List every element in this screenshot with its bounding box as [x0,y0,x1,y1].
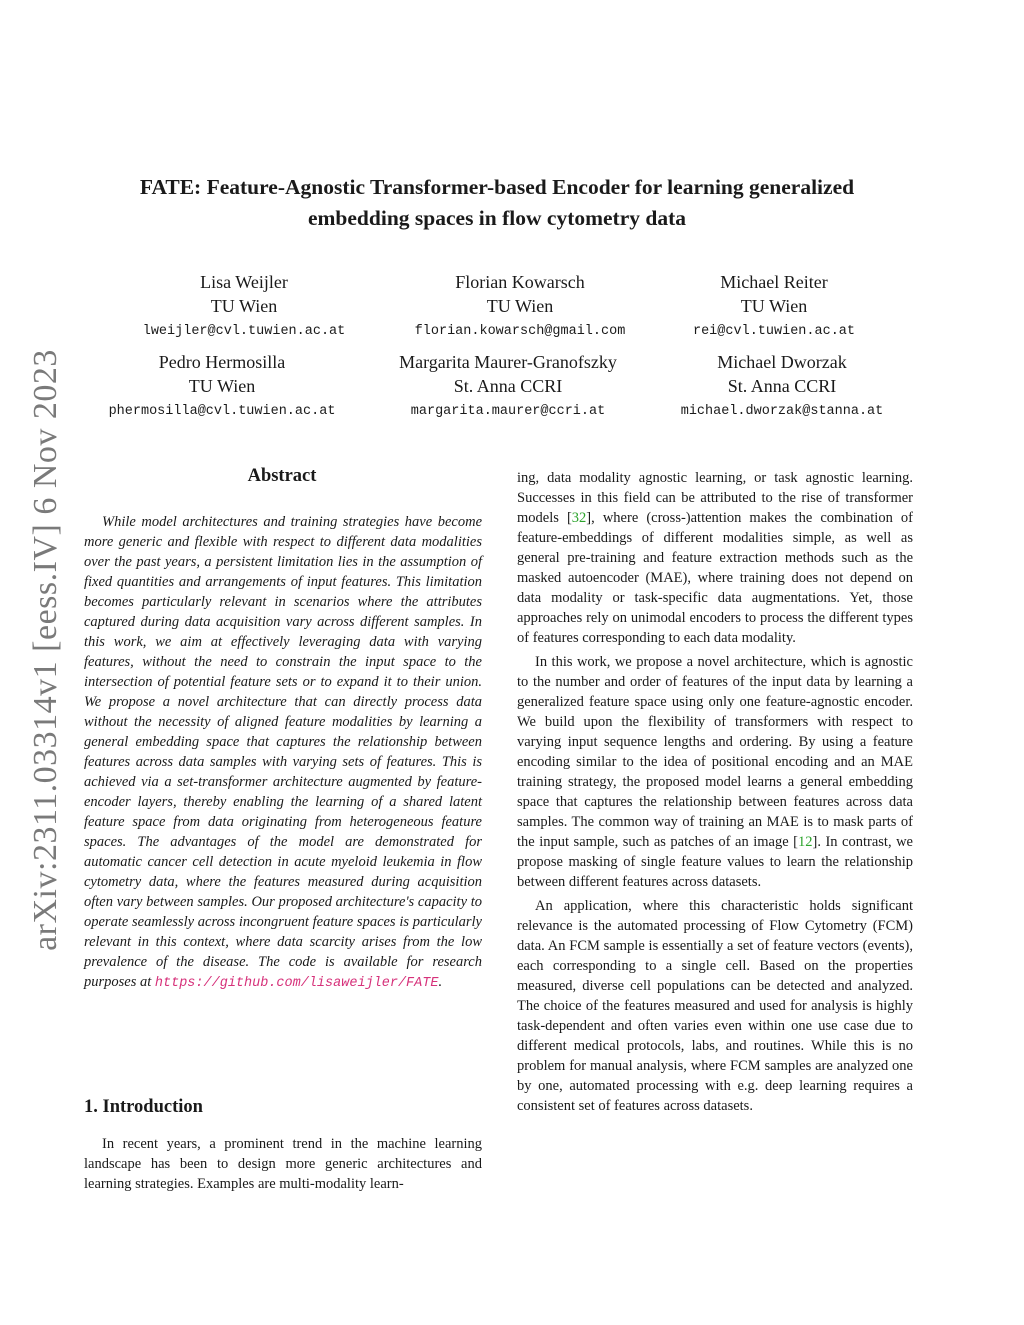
author-email[interactable]: rei@cvl.tuwien.ac.at [692,324,856,339]
paper-title-line-2: embedding spaces in flow cytometry data [307,206,686,230]
code-repository-link[interactable]: https://github.com/lisaweijler/FATE [154,976,439,991]
author-name: Michael Reiter [720,272,828,292]
introduction-heading: 1. Introduction [84,1097,203,1117]
author-block [622,350,942,421]
right-column-body [517,468,913,1120]
author-name: Pedro Hermosilla [158,352,286,372]
abstract-body [84,512,482,994]
right-paragraph-2 [517,652,913,892]
right-paragraph-3: An application, where this characteristic holds significant relevance is the automated processing of Flow Cytometry (FCM) data. An FCM sample is essentially a set of feature vectors (events), each corresponding to a single cell. Based on the properties measured, diverse cell populations can be detected and analyzed. The choice of the features measured and used for analysis is highly task-dependent and often varies even within one use case due to different medical protocols, labs, and routines. While this is no problem for manual analysis, where FCM samples are analyzed one by one, automated processing with e.g. deep learning requires a consistent set of features across datasets. [517,898,913,1114]
author-block [84,270,404,341]
author-email[interactable]: phermosilla@cvl.tuwien.ac.at [108,404,336,419]
abstract-end-punctuation: . [438,974,443,990]
author-block [62,350,382,421]
arxiv-identifier: arXiv:2311.03314v1 [eess.IV] 6 Nov 2023 [27,349,64,951]
author-email[interactable]: lweijler@cvl.tuwien.ac.at [142,324,346,339]
citation-link[interactable]: 32 [571,510,587,526]
paper-title [80,172,914,234]
introduction-body [84,1134,482,1194]
author-email[interactable]: michael.dworzak@stanna.at [680,404,884,419]
abstract-heading: Abstract [247,466,317,486]
author-block [348,350,668,421]
author-affiliation: TU Wien [188,376,256,396]
author-email[interactable]: margarita.maurer@ccri.at [410,404,606,419]
right-paragraph-1 [517,468,913,648]
paragraph-text: ing, data modality agnostic learning, or task agnostic learning. Successes in this field can be attributed to the rise of transformer models [ [517,470,913,526]
author-affiliation: TU Wien [210,296,278,316]
author-affiliation: TU Wien [740,296,808,316]
author-affiliation: St. Anna CCRI [727,376,837,396]
citation-link[interactable]: 12 [797,834,813,850]
author-block [614,270,934,341]
paragraph-text: ]. In contrast, we propose masking of single feature values to learn the relationship between different features across datasets. [517,834,913,890]
author-name: Margarita Maurer-Granofszky [399,352,617,372]
introduction-paragraph: In recent years, a prominent trend in the machine learning landscape has been to design more generic architectures and learning strategies. Examples are multi-modality learn- [84,1136,482,1192]
paper-title-line-1: FATE: Feature-Agnostic Transformer-based Encoder for learning generalized [139,175,855,199]
author-affiliation: St. Anna CCRI [453,376,563,396]
paragraph-text: In this work, we propose a novel architecture, which is agnostic to the number and order of features of the input data by learning a generalized feature space using only one feature-agnostic encoder. We build upon the flexibility of transformers with respect to varying input sequence lengths and ordering. By using a feature encoding similar to the idea of positional encoding and an MAE training strategy, the proposed model learns a general embedding space that captures the relationship between features across data samples. The common way of training an MAE is to mask parts of the input sample, such as patches of an image [ [517,654,913,850]
author-name: Michael Dworzak [717,352,847,372]
abstract-text: While model architectures and training strategies have become more generic and flexible with respect to different data modalities over the past years, a persistent limitation lies in the assumption of fixed quantities and arrangements of input features. This limitation becomes particularly relevant in scenarios where the attributes captured during data acquisition vary across different samples. In this work, we aim at effectively leveraging data with varying features, without the need to constrain the input space to the intersection of potential feature sets or to expand it to their union. We propose a novel architecture that can directly process data without the necessity of aligned feature modalities by learning a general embedding space that captures the relationship between features across data samples with varying sets of features. This is achieved via a set-transformer architecture augmented by feature-encoder layers, thereby enabling the learning of a shared latent feature space from data originating from heterogeneous feature spaces. The advantages of the model are demonstrated for automatic cancer cell detection in acute myeloid leukemia in flow cytometry data, where the features measured during acquisition often vary between samples. Our proposed architecture's capacity to operate seamlessly across incongruent feature spaces is particularly relevant in this context, where data scarcity arises from the low prevalence of the disease. The code is available for research purposes at [84,514,482,990]
paragraph-text: ], where (cross-)attention makes the combination of feature-embeddings of different modalities simple, as well as general pre-training and feature extraction methods such as the masked autoencoder (MAE), where training does not depend on data modality or task-specific data augmentations. Yet, those approaches rely on unimodal encoders to process the different types of features corresponding to each data modality. [517,510,913,646]
author-affiliation: TU Wien [486,296,554,316]
author-name: Lisa Weijler [200,272,288,292]
author-email[interactable]: florian.kowarsch@gmail.com [414,324,626,339]
author-name: Florian Kowarsch [455,272,585,292]
